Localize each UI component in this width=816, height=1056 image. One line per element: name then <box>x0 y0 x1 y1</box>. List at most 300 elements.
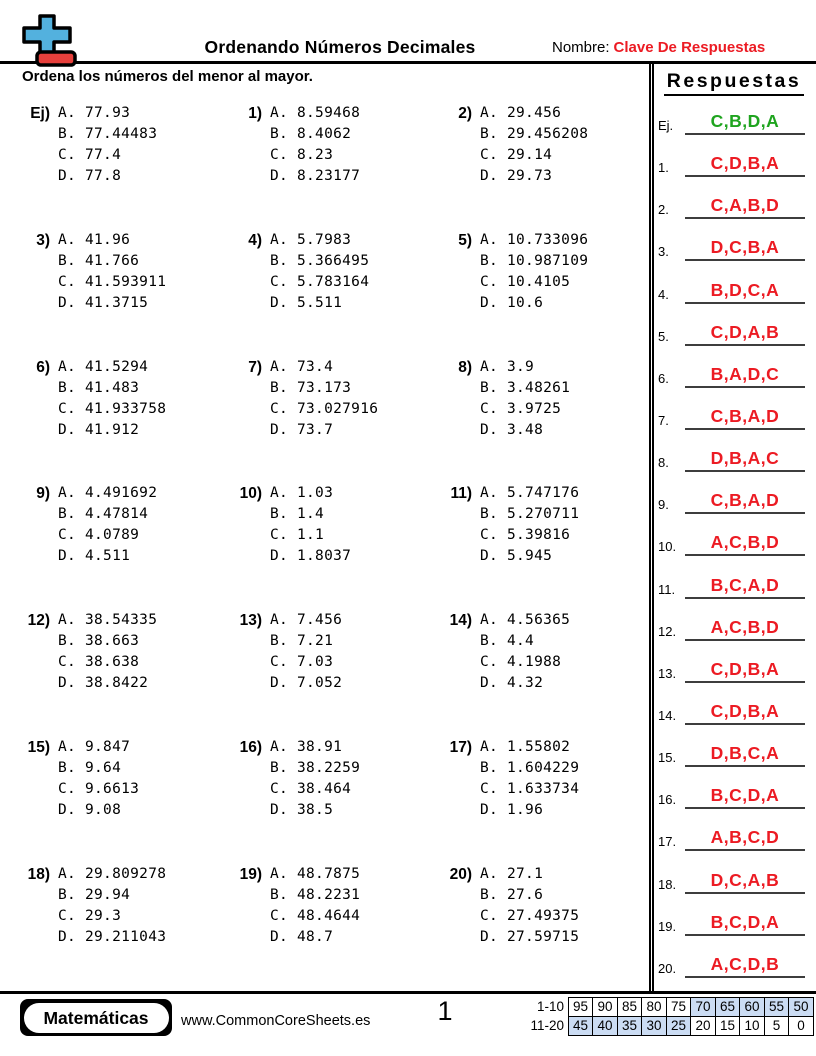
header-rule <box>0 61 816 64</box>
option-letter: B. <box>270 886 289 903</box>
option-line <box>58 399 166 420</box>
problem <box>0 610 212 737</box>
option-value: 29.211043 <box>85 928 167 945</box>
option-line <box>480 251 588 272</box>
option-letter: A. <box>58 738 77 755</box>
option-line <box>480 800 579 821</box>
option-letter: D. <box>270 421 289 438</box>
option-value: 38.54335 <box>85 612 158 629</box>
option-value: 73.7 <box>297 421 334 438</box>
answer-number-label: 2. <box>658 202 669 218</box>
option-value: 48.7 <box>297 928 334 945</box>
answer-value: D,B,A,C <box>685 448 805 472</box>
answer-value: B,C,D,A <box>685 785 805 809</box>
grade-cell: 55 <box>764 997 790 1017</box>
option-line <box>58 864 166 885</box>
option-value: 1.604229 <box>507 759 580 776</box>
answer-row <box>658 364 811 406</box>
option-letter: D. <box>270 801 289 818</box>
option-value: 27.59715 <box>507 928 580 945</box>
option-value: 41.5294 <box>85 358 149 375</box>
option-value: 77.4 <box>85 147 122 163</box>
option-value: 1.03 <box>297 485 334 502</box>
option-value: 38.638 <box>85 654 140 671</box>
option-letter: C. <box>270 654 289 671</box>
problem-options <box>480 483 579 567</box>
option-letter: C. <box>480 273 499 290</box>
option-letter: A. <box>58 231 77 248</box>
answer-value: B,C,A,D <box>685 575 805 599</box>
answer-number-label: 3. <box>658 244 669 260</box>
option-value: 5.7983 <box>297 231 352 248</box>
problems-grid <box>0 103 648 991</box>
option-line <box>480 230 588 251</box>
problem-options <box>270 737 360 821</box>
option-letter: A. <box>58 485 77 502</box>
option-letter: C. <box>270 780 289 797</box>
answer-number-label: 12. <box>658 623 677 639</box>
problem-number: 7) <box>248 358 262 376</box>
answer-number-label: 7. <box>658 412 669 428</box>
problem-number: Ej) <box>30 105 50 122</box>
option-value: 29.456 <box>507 105 562 121</box>
option-letter: A. <box>58 358 77 375</box>
option-value: 10.6 <box>507 294 544 311</box>
option-value: 3.9725 <box>507 400 562 417</box>
option-value: 4.491692 <box>85 485 158 502</box>
problem-options <box>270 103 360 187</box>
grade-range-label: 1-10 <box>536 999 564 1014</box>
option-letter: A. <box>58 612 77 629</box>
option-value: 9.847 <box>85 738 131 755</box>
answer-row <box>658 701 811 743</box>
option-letter: A. <box>480 231 499 248</box>
option-line <box>270 293 369 314</box>
option-line <box>58 927 166 948</box>
option-letter: C. <box>58 907 77 924</box>
option-letter: B. <box>58 633 77 650</box>
option-value: 29.809278 <box>85 865 167 882</box>
option-line <box>58 546 157 567</box>
answer-number-label: 20. <box>658 960 677 976</box>
problem <box>0 103 212 230</box>
answer-value: D,C,B,A <box>685 237 805 261</box>
option-value: 5.511 <box>297 294 343 311</box>
option-value: 38.91 <box>297 738 343 755</box>
option-value: 41.96 <box>85 231 131 248</box>
option-letter: C. <box>58 400 77 417</box>
option-letter: B. <box>270 633 289 650</box>
problem-options <box>58 357 166 441</box>
option-line <box>58 293 166 314</box>
grade-cell: 35 <box>617 1016 643 1036</box>
problem-options <box>58 230 166 314</box>
problem <box>0 737 212 864</box>
option-value: 38.663 <box>85 633 140 650</box>
option-value: 41.483 <box>85 379 140 396</box>
option-value: 27.1 <box>507 865 544 882</box>
problem <box>422 737 648 864</box>
answer-value: B,C,D,A <box>685 912 805 936</box>
option-value: 1.4 <box>297 506 325 523</box>
answer-number-label: 19. <box>658 918 677 934</box>
problem-number: 18) <box>27 865 50 883</box>
option-value: 29.94 <box>85 886 131 903</box>
problem-options <box>58 864 166 948</box>
option-value: 4.4 <box>507 633 535 650</box>
option-line <box>58 906 166 927</box>
option-line <box>58 737 139 758</box>
problem-options <box>270 357 378 441</box>
option-value: 38.5 <box>297 801 334 818</box>
option-letter: D. <box>270 675 289 692</box>
option-line <box>270 399 378 420</box>
option-line <box>270 758 360 779</box>
option-value: 77.44483 <box>85 126 158 142</box>
option-line <box>58 800 139 821</box>
option-line <box>270 504 351 525</box>
footer-rule <box>0 991 816 994</box>
option-line <box>58 673 157 694</box>
option-line <box>480 103 588 124</box>
option-letter: D. <box>58 675 77 692</box>
option-letter: C. <box>480 654 499 671</box>
answer-number-label: 17. <box>658 834 677 850</box>
option-line <box>270 145 360 166</box>
option-letter: D. <box>480 801 499 818</box>
answer-number-label: 11. <box>658 581 676 597</box>
answer-value: C,B,D,A <box>685 111 805 135</box>
option-line <box>58 652 157 673</box>
problem <box>0 357 212 484</box>
option-value: 8.4062 <box>297 126 352 142</box>
option-letter: A. <box>270 105 289 121</box>
option-line <box>270 927 360 948</box>
grade-cells <box>569 997 814 1017</box>
option-letter: C. <box>270 527 289 544</box>
option-line <box>270 525 351 546</box>
answer-row <box>658 322 811 364</box>
option-value: 1.1 <box>297 527 325 544</box>
option-letter: B. <box>480 759 499 776</box>
problem-options <box>270 230 369 314</box>
option-line <box>58 631 157 652</box>
grade-cell: 90 <box>592 997 618 1017</box>
grade-row <box>516 997 814 1017</box>
site-url: www.CommonCoreSheets.es <box>181 1013 371 1029</box>
option-letter: D. <box>58 928 77 945</box>
option-letter: D. <box>480 421 499 438</box>
option-line <box>480 906 579 927</box>
grade-cell: 15 <box>715 1016 741 1036</box>
problem-options <box>480 357 570 441</box>
option-line <box>480 293 588 314</box>
option-value: 41.3715 <box>85 294 149 311</box>
option-letter: B. <box>270 252 289 269</box>
problem-number: 17) <box>449 738 472 756</box>
option-line <box>58 124 157 145</box>
option-line <box>270 610 342 631</box>
option-letter: D. <box>58 168 77 184</box>
grade-cell: 10 <box>739 1016 765 1036</box>
page-title: Ordenando Números Decimales <box>204 37 476 57</box>
option-line <box>480 673 570 694</box>
problem <box>0 864 212 991</box>
problem-number: 11) <box>450 485 472 503</box>
column-divider <box>649 61 654 993</box>
option-value: 48.2231 <box>297 886 361 903</box>
option-value: 73.027916 <box>297 400 379 417</box>
option-value: 48.7875 <box>297 865 361 882</box>
option-letter: B. <box>480 506 499 523</box>
answer-number-label: 14. <box>658 707 677 723</box>
problem-options <box>58 103 157 187</box>
option-letter: A. <box>480 358 499 375</box>
grade-cell: 85 <box>617 997 643 1017</box>
option-letter: D. <box>270 168 289 184</box>
option-letter: C. <box>58 527 77 544</box>
option-line <box>270 800 360 821</box>
option-line <box>480 378 570 399</box>
option-line <box>58 145 157 166</box>
option-letter: A. <box>480 865 499 882</box>
name-value: Clave De Respuestas <box>613 39 766 56</box>
option-letter: D. <box>480 168 499 184</box>
problem <box>212 610 422 737</box>
option-value: 5.783164 <box>297 273 370 290</box>
option-letter: B. <box>270 126 289 142</box>
option-line <box>480 504 579 525</box>
option-value: 1.96 <box>507 801 544 818</box>
option-value: 73.173 <box>297 379 352 396</box>
option-letter: C. <box>480 400 499 417</box>
option-value: 7.03 <box>297 654 334 671</box>
option-letter: C. <box>480 527 499 544</box>
option-line <box>58 885 166 906</box>
option-value: 8.23177 <box>297 168 361 184</box>
problem <box>212 737 422 864</box>
option-letter: B. <box>480 126 499 142</box>
option-line <box>480 610 570 631</box>
option-letter: C. <box>58 654 77 671</box>
option-value: 5.747176 <box>507 485 580 502</box>
problem-options <box>480 103 588 187</box>
option-value: 10.987109 <box>507 252 589 269</box>
option-line <box>270 737 360 758</box>
option-letter: C. <box>58 147 77 163</box>
option-letter: B. <box>58 886 77 903</box>
answer-value: C,B,A,D <box>685 406 805 430</box>
grade-cell: 5 <box>764 1016 790 1036</box>
option-line <box>270 420 378 441</box>
option-line <box>270 103 360 124</box>
option-line <box>270 652 342 673</box>
option-value: 10.733096 <box>507 231 589 248</box>
option-line <box>58 525 157 546</box>
option-value: 5.39816 <box>507 527 571 544</box>
answer-value: B,A,D,C <box>685 364 805 388</box>
option-letter: D. <box>58 548 77 565</box>
answer-row <box>658 237 811 279</box>
option-line <box>58 251 166 272</box>
option-value: 9.64 <box>85 759 122 776</box>
answer-value: A,C,B,D <box>685 532 805 556</box>
option-letter: A. <box>480 105 499 121</box>
option-letter: B. <box>58 252 77 269</box>
name-block <box>552 39 765 56</box>
option-letter: C. <box>480 780 499 797</box>
problem-number: 20) <box>449 865 472 883</box>
answer-row <box>658 912 811 954</box>
problem <box>422 864 648 991</box>
problem-options <box>270 864 360 948</box>
option-line <box>58 272 166 293</box>
option-value: 73.4 <box>297 358 334 375</box>
answer-row <box>658 111 811 153</box>
option-value: 4.1988 <box>507 654 562 671</box>
option-line <box>270 885 360 906</box>
option-letter: A. <box>480 612 499 629</box>
answer-number-label: 13. <box>658 665 677 681</box>
option-line <box>480 525 579 546</box>
problem-options <box>480 864 579 948</box>
problem-number: 5) <box>458 231 472 249</box>
option-line <box>270 251 369 272</box>
option-letter: A. <box>270 738 289 755</box>
answer-row <box>658 785 811 827</box>
option-line <box>480 166 588 187</box>
option-value: 4.0789 <box>85 527 140 544</box>
answer-value: A,B,C,D <box>685 827 805 851</box>
option-value: 4.32 <box>507 675 544 692</box>
option-letter: B. <box>480 633 499 650</box>
instruction-text: Ordena los números del menor al mayor. <box>22 68 313 85</box>
problem <box>422 483 648 610</box>
option-line <box>58 103 157 124</box>
option-line <box>270 906 360 927</box>
option-letter: D. <box>480 928 499 945</box>
option-letter: C. <box>270 147 289 163</box>
grade-cell: 45 <box>568 1016 594 1036</box>
answer-row <box>658 490 811 532</box>
option-line <box>270 230 369 251</box>
grade-cell: 65 <box>715 997 741 1017</box>
option-line <box>270 166 360 187</box>
problem <box>212 357 422 484</box>
option-letter: D. <box>58 421 77 438</box>
problem-number: 12) <box>27 612 50 630</box>
problem-options <box>480 610 570 694</box>
answer-row <box>658 659 811 701</box>
option-letter: B. <box>270 506 289 523</box>
answer-number-label: 8. <box>658 455 669 471</box>
answer-value: A,C,B,D <box>685 617 805 641</box>
option-value: 48.4644 <box>297 907 361 924</box>
option-line <box>58 420 166 441</box>
answer-value: C,D,B,A <box>685 701 805 725</box>
option-letter: D. <box>270 928 289 945</box>
option-line <box>480 420 570 441</box>
problem-number: 13) <box>239 612 262 630</box>
answer-value: D,C,A,B <box>685 870 805 894</box>
answer-row <box>658 827 811 869</box>
answer-row <box>658 575 811 617</box>
option-letter: B. <box>480 252 499 269</box>
option-value: 8.59468 <box>297 105 361 121</box>
option-line <box>58 610 157 631</box>
option-value: 7.052 <box>297 675 343 692</box>
option-line <box>270 864 360 885</box>
answer-number-label: 9. <box>658 497 669 513</box>
option-line <box>480 631 570 652</box>
grade-cell: 50 <box>788 997 814 1017</box>
option-line <box>480 737 579 758</box>
grade-cell: 20 <box>690 1016 716 1036</box>
problem-options <box>58 737 139 821</box>
option-value: 5.366495 <box>297 252 370 269</box>
option-value: 3.48261 <box>507 379 571 396</box>
option-value: 41.933758 <box>85 400 167 417</box>
answer-number-label: 15. <box>658 750 677 766</box>
brand-badge <box>20 999 172 1036</box>
answer-row <box>658 280 811 322</box>
problem-number: 8) <box>458 358 472 376</box>
problem-number: 6) <box>36 358 50 376</box>
option-line <box>58 230 166 251</box>
answer-row <box>658 617 811 659</box>
answer-row <box>658 870 811 912</box>
option-line <box>480 546 579 567</box>
problem-options <box>58 610 157 694</box>
problem-number: 1) <box>248 105 262 122</box>
problem-number: 3) <box>36 231 50 249</box>
option-value: 1.633734 <box>507 780 580 797</box>
option-value: 27.6 <box>507 886 544 903</box>
option-line <box>480 779 579 800</box>
option-letter: C. <box>270 907 289 924</box>
option-letter: B. <box>58 126 77 142</box>
option-line <box>480 272 588 293</box>
option-letter: C. <box>58 273 77 290</box>
problem <box>212 483 422 610</box>
option-line <box>480 927 579 948</box>
option-value: 5.270711 <box>507 506 580 523</box>
option-value: 5.945 <box>507 548 553 565</box>
option-letter: A. <box>58 105 77 121</box>
option-value: 7.21 <box>297 633 334 650</box>
problem-options <box>270 610 342 694</box>
option-line <box>58 758 139 779</box>
option-letter: A. <box>480 738 499 755</box>
problem-number: 10) <box>239 485 262 503</box>
problem-number: 14) <box>449 612 472 630</box>
grade-table <box>516 997 814 1036</box>
option-value: 29.3 <box>85 907 122 924</box>
option-value: 77.93 <box>85 105 131 121</box>
problem-number: 15) <box>27 738 50 756</box>
option-value: 9.08 <box>85 801 122 818</box>
option-line <box>270 483 351 504</box>
option-letter: B. <box>480 379 499 396</box>
option-line <box>480 864 579 885</box>
problem-number: 9) <box>36 485 50 503</box>
option-line <box>480 483 579 504</box>
option-line <box>270 546 351 567</box>
answer-number-label: 10. <box>658 539 677 555</box>
problem <box>422 230 648 357</box>
option-value: 1.8037 <box>297 548 352 565</box>
answer-value: C,D,A,B <box>685 322 805 346</box>
